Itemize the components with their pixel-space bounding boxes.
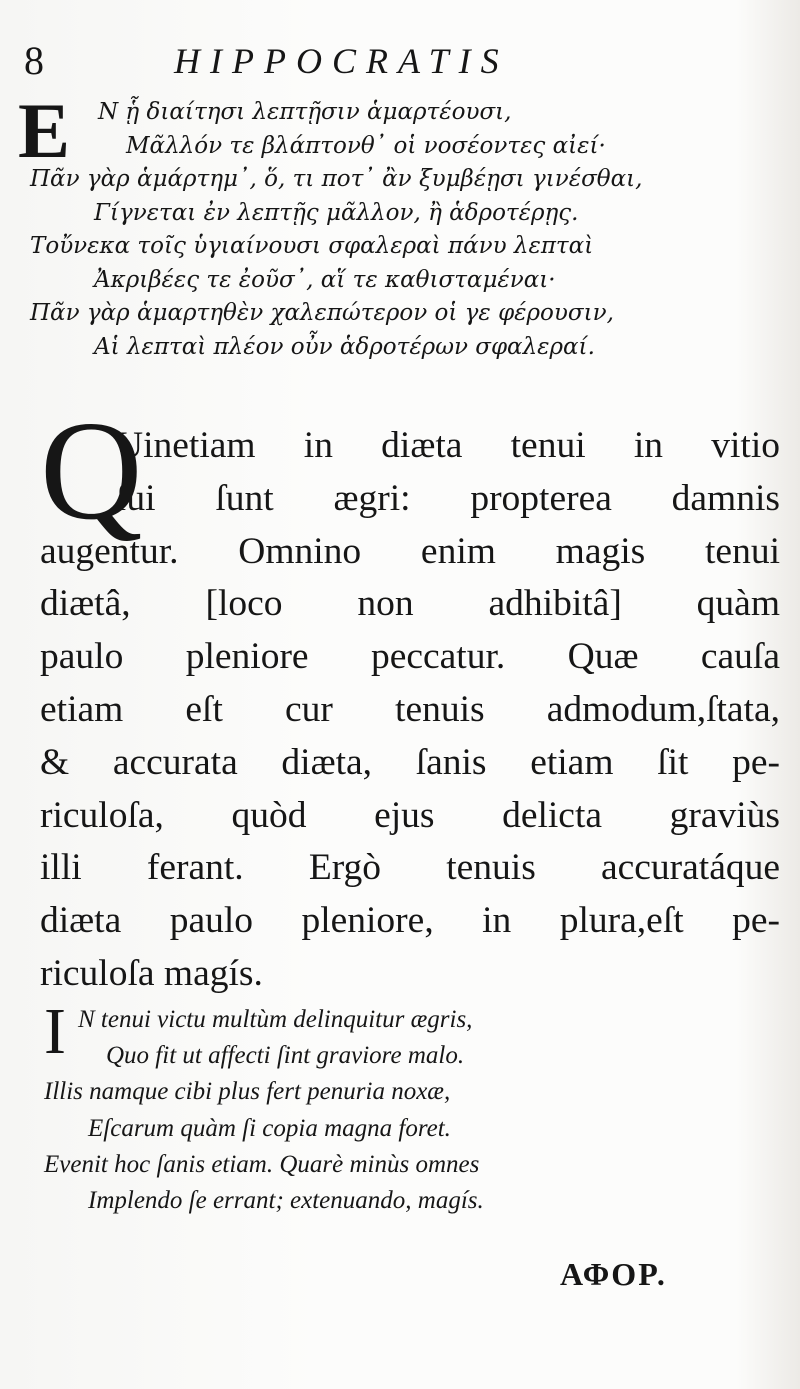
page-number: 8 (24, 38, 44, 83)
greek-line: Πᾶν γὰρ ἁμαρτηθὲν χαλεπώτερον οἱ γε φέρουσιν, (30, 300, 614, 326)
verse-line: Evenit hoc ſanis etiam. Quarè minùs omnes (44, 1150, 480, 1178)
latin-verse-block (44, 995, 684, 1219)
verse-line: N tenui victu multùm delinquitur ægris, (78, 1006, 473, 1033)
greek-line: Ν ᾗ διαίτησι λεπτῇσιν ἁμαρτέουσι, (98, 99, 512, 125)
verse-line: Eſcarum quàm ſi copia magna foret. (88, 1114, 451, 1142)
greek-line: Μᾶλλόν τε βλάπτονθ᾽ οἱ νοσέοντες αἰεί· (126, 132, 606, 159)
latin-line: riculoſa, quòd ejus delicta graviùs (40, 794, 780, 836)
greek-verse-block (30, 96, 750, 364)
greek-drop-cap: E (18, 87, 71, 174)
greek-line: Ἀκριβέες τε ἐοῦσ᾽, αἵ τε καθισταμέναι· (94, 266, 556, 293)
latin-line: paulo pleniore peccatur. Quæ cauſa (40, 636, 780, 678)
greek-line: Τοὔνεκα τοῖς ὑγιαίνουσι σφαλεραὶ πάνυ λεπταὶ (30, 233, 594, 259)
latin-line: Uinetiam in diæta tenui in vitio (116, 425, 780, 466)
latin-line: ſui ſunt ægri: propterea damnis (116, 477, 780, 519)
greek-line: Αἱ λεπταὶ πλέον οὖν ἁδροτέρων σφαλεραί. (94, 333, 595, 360)
greek-line: Γίγνεται ἐν λεπτῇς μᾶλλον, ἢ ἁδροτέρῃς. (94, 199, 579, 226)
catchword: ΑΦΟΡ. (560, 1256, 667, 1292)
running-title: HIPPOCRATIS (174, 41, 509, 81)
verse-line: Implendo ſe errant; extenuando, magís. (88, 1187, 484, 1215)
latin-line: diætâ, [loco non adhibitâ] quàm (40, 583, 780, 625)
verse-drop-cap: I (44, 995, 66, 1068)
latin-drop-cap: Q (40, 391, 143, 549)
latin-line: augentur. Omnino enim magis tenui (40, 530, 780, 572)
page-header (24, 36, 764, 86)
latin-line: illi ferant. Ergò tenuis accuratáque (40, 847, 780, 889)
latin-prose-block (40, 420, 780, 1001)
latin-line: & accurata diæta, ſanis etiam ſit pe- (40, 741, 780, 783)
latin-line: diæta paulo pleniore, in plura,eſt pe- (40, 900, 780, 942)
verse-line: Illis namque cibi plus fert penuria noxæ, (44, 1078, 451, 1106)
verse-line: Quo fit ut affecti ſint graviore malo. (106, 1042, 465, 1070)
latin-line: riculoſa magís. (40, 952, 263, 994)
latin-line: etiam eſt cur tenuis admodum,ſtata, (40, 688, 780, 730)
greek-line: Πᾶν γὰρ ἁμάρτημ᾽, ὅ, τι ποτ᾽ ἂν ξυμβέῃσι γινέσθαι, (30, 166, 643, 192)
